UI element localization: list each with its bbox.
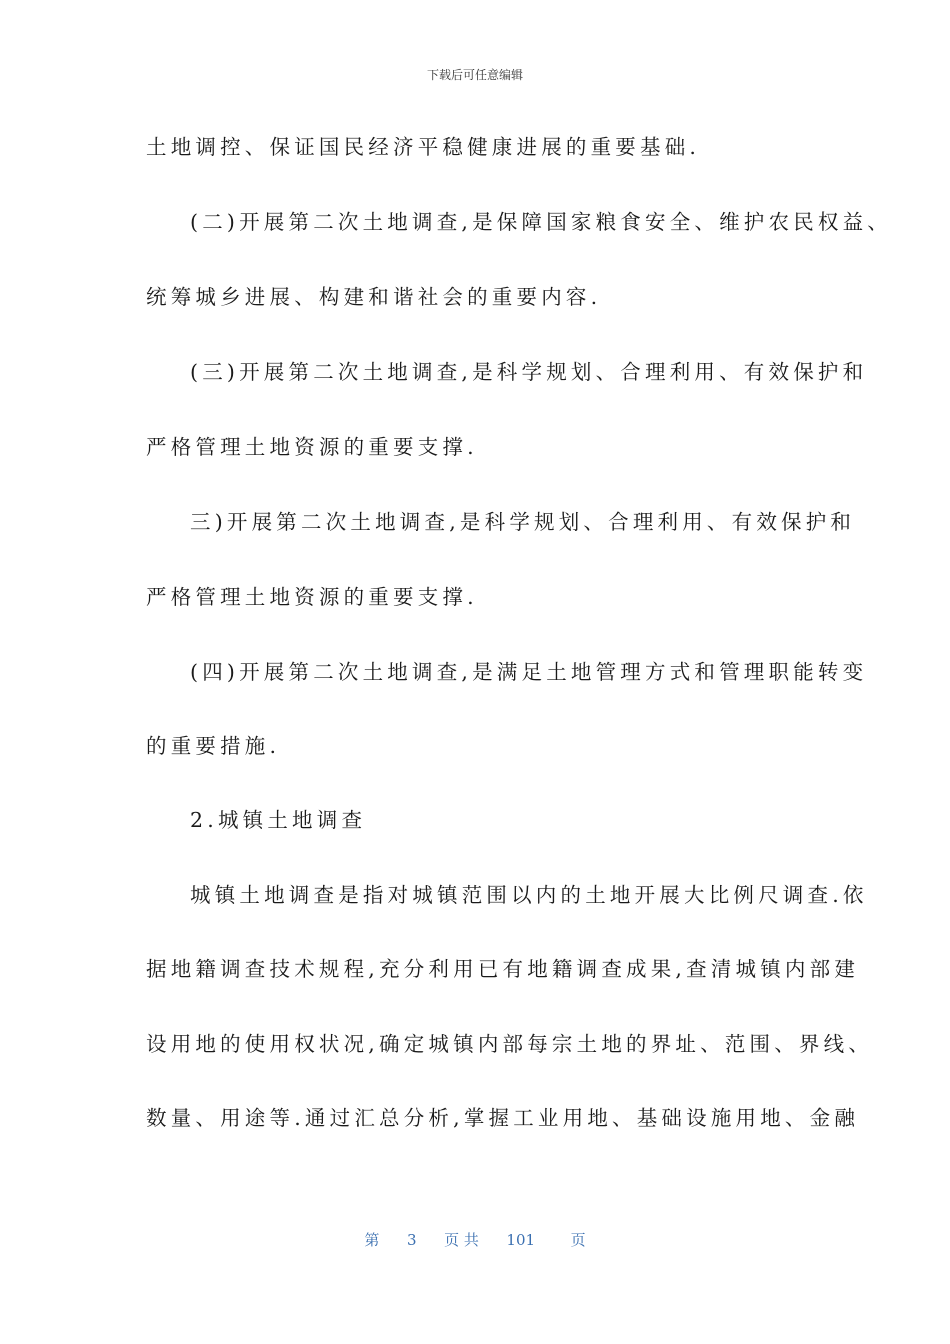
footer-middle: 页 共 bbox=[444, 1231, 479, 1249]
text-line-2: (二)开展第二次土地调查,是保障国家粮食安全、维护农民权益、 bbox=[190, 210, 893, 234]
text-line-13: 设用地的使用权状况,确定城镇内部每宗土地的界址、范围、界线、 bbox=[146, 1032, 874, 1056]
page-footer bbox=[0, 1229, 950, 1250]
footer-page-number: 3 bbox=[406, 1231, 417, 1249]
text-line-8: (四)开展第二次土地调查,是满足土地管理方式和管理职能转变 bbox=[190, 660, 868, 684]
text-line-5: 严格管理土地资源的重要支撑. bbox=[146, 435, 478, 459]
section-heading: 2.城镇土地调查 bbox=[190, 808, 367, 832]
footer-total-pages: 101 bbox=[506, 1231, 536, 1249]
footer-suffix: 页 bbox=[570, 1231, 586, 1249]
page-header: 下载后可任意编辑 bbox=[426, 68, 523, 82]
text-line-4: (三)开展第二次土地调查,是科学规划、合理利用、有效保护和 bbox=[190, 360, 868, 384]
footer-prefix: 第 bbox=[364, 1231, 380, 1249]
text-line-6: 三)开展第二次土地调查,是科学规划、合理利用、有效保护和 bbox=[190, 510, 856, 534]
text-line-11: 城镇土地调查是指对城镇范围以内的土地开展大比例尺调查.依 bbox=[190, 883, 868, 907]
text-line-7: 严格管理土地资源的重要支撑. bbox=[146, 585, 478, 609]
text-line-9: 的重要措施. bbox=[146, 734, 281, 758]
text-line-3: 统筹城乡进展、构建和谐社会的重要内容. bbox=[146, 285, 602, 309]
text-line-14: 数量、用途等.通过汇总分析,掌握工业用地、基础设施用地、金融 bbox=[146, 1106, 860, 1130]
text-line-12: 据地籍调查技术规程,充分利用已有地籍调查成果,查清城镇内部建 bbox=[146, 957, 860, 981]
text-line-1: 土地调控、保证国民经济平稳健康进展的重要基础. bbox=[146, 135, 701, 159]
